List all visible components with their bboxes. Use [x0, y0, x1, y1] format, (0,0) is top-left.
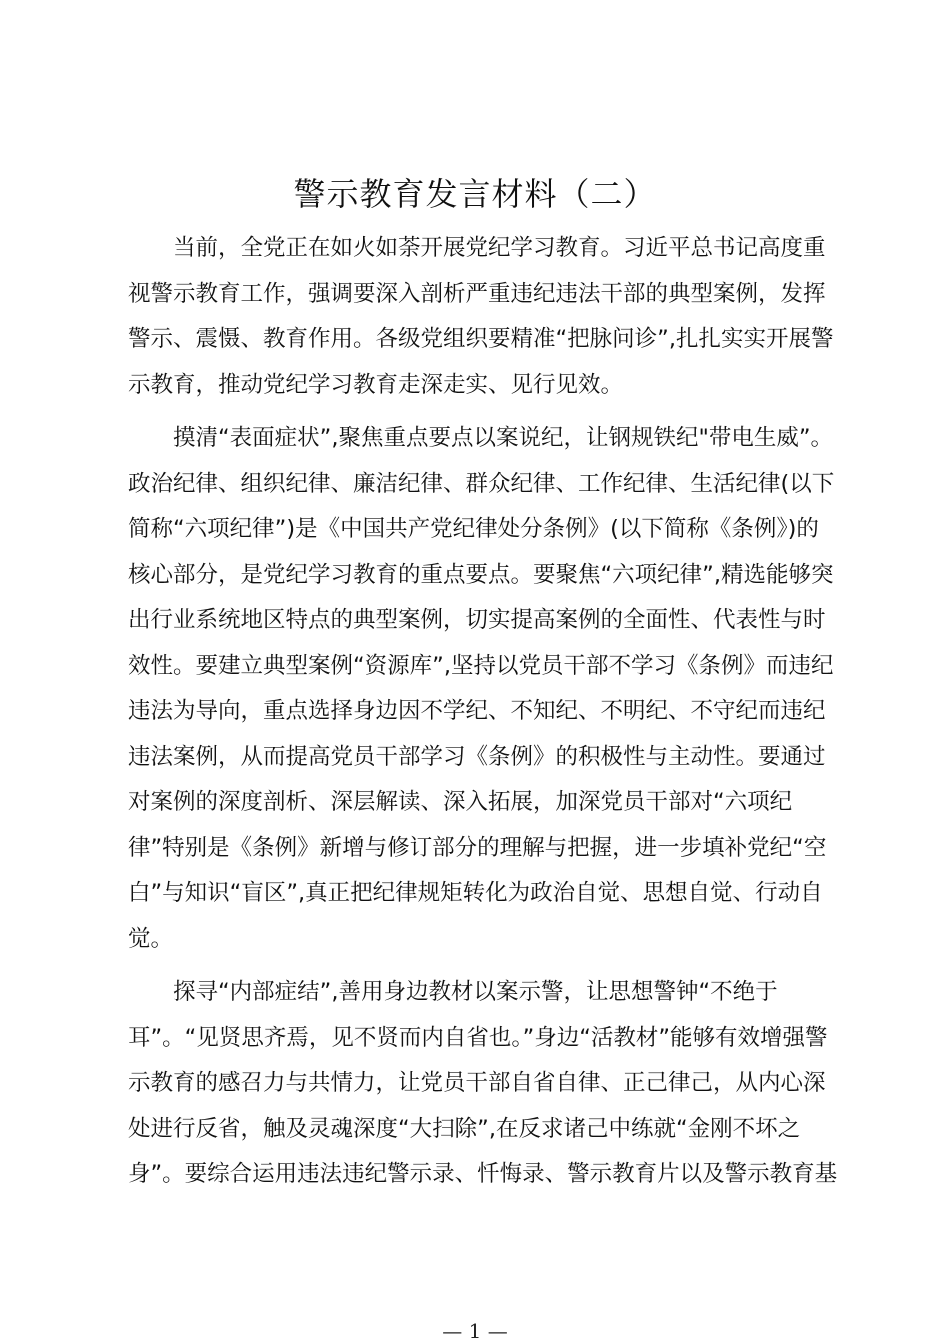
paragraph-line: 摸清“表面症状”,聚焦重点要点以案说纪，让钢规铁纪"带电生威”。 [173, 425, 833, 451]
paragraph-line: 探寻“内部症结”,善用身边教材以案示警，让思想警钟“不绝于 [173, 979, 778, 1005]
paragraph-line: 处进行反省，触及灵魂深度“大扫除”,在反求诸己中练就“金刚不坏之 [128, 1115, 801, 1142]
page-number: — 1 — [442, 1319, 508, 1343]
paragraph-line: 核心部分，是党纪学习教育的重点要点。要聚焦“六项纪律”,精选能够突 [128, 561, 834, 588]
paragraph-line: 违法为导向，重点选择身边因不学纪、不知纪、不明纪、不守纪而违纪 [128, 698, 826, 724]
paragraph-line: 政治纪律、组织纪律、廉洁纪律、群众纪律、工作纪律、生活纪律(以下 [128, 470, 835, 497]
paragraph-line: 律”特别是《条例》新增与修订部分的理解与把握，进一步填补党纪“空 [128, 834, 827, 861]
paragraph-3 [128, 970, 848, 1198]
paragraph-line: 示教育的感召力与共情力，让党员干部自省自律、正己律己，从内心深 [128, 1070, 826, 1096]
paragraph-line: 视警示教育工作，强调要深入剖析严重违纪违法干部的典型案例，发挥 [128, 280, 826, 307]
paragraph-line: 警示、震慑、教育作用。各级党组织要精准“把脉问诊”,扎扎实实开展警 [128, 326, 834, 352]
paragraph-line: 出行业系统地区特点的典型案例，切实提高案例的全面性、代表性与时 [128, 607, 826, 633]
paragraph-line: 当前，全党正在如火如荼开展党纪学习教育。习近平总书记高度重 [173, 235, 826, 261]
paragraph-line: 简称“六项纪律”)是《中国共产党纪律处分条例》(以下简称《条例》)的 [128, 516, 819, 542]
paragraph-line: 身”。要综合运用违法违纪警示录、忏悔录、警示教育片以及警示教育基 [128, 1161, 838, 1187]
paragraph-line: 觉。 [128, 925, 174, 952]
paragraph-line: 效性。要建立典型案例“资源库”,坚持以党员干部不学习《条例》而违纪 [128, 652, 834, 679]
paragraph-line: 白”与知识“盲区”,真正把纪律规矩转化为政治自觉、思想自觉、行动自 [128, 880, 823, 906]
paragraph-line: 对案例的深度剖析、深层解读、深入拓展，加深党员干部对“六项纪 [128, 789, 793, 815]
paragraph-line: 示教育，推动党纪学习教育走深走实、见行见效。 [128, 371, 624, 398]
paragraph-line: 耳”。“见贤思齐焉，见不贤而内自省也。”身边“活教材”能够有效增强警 [128, 1024, 828, 1051]
paragraph-line: 违法案例，从而提高党员干部学习《条例》的积极性与主动性。要通过 [128, 743, 826, 770]
paragraph-1 [128, 226, 848, 408]
document-body [128, 226, 848, 1206]
paragraph-2 [128, 416, 848, 962]
document-title: 警示教育发言材料（二） [293, 175, 657, 213]
